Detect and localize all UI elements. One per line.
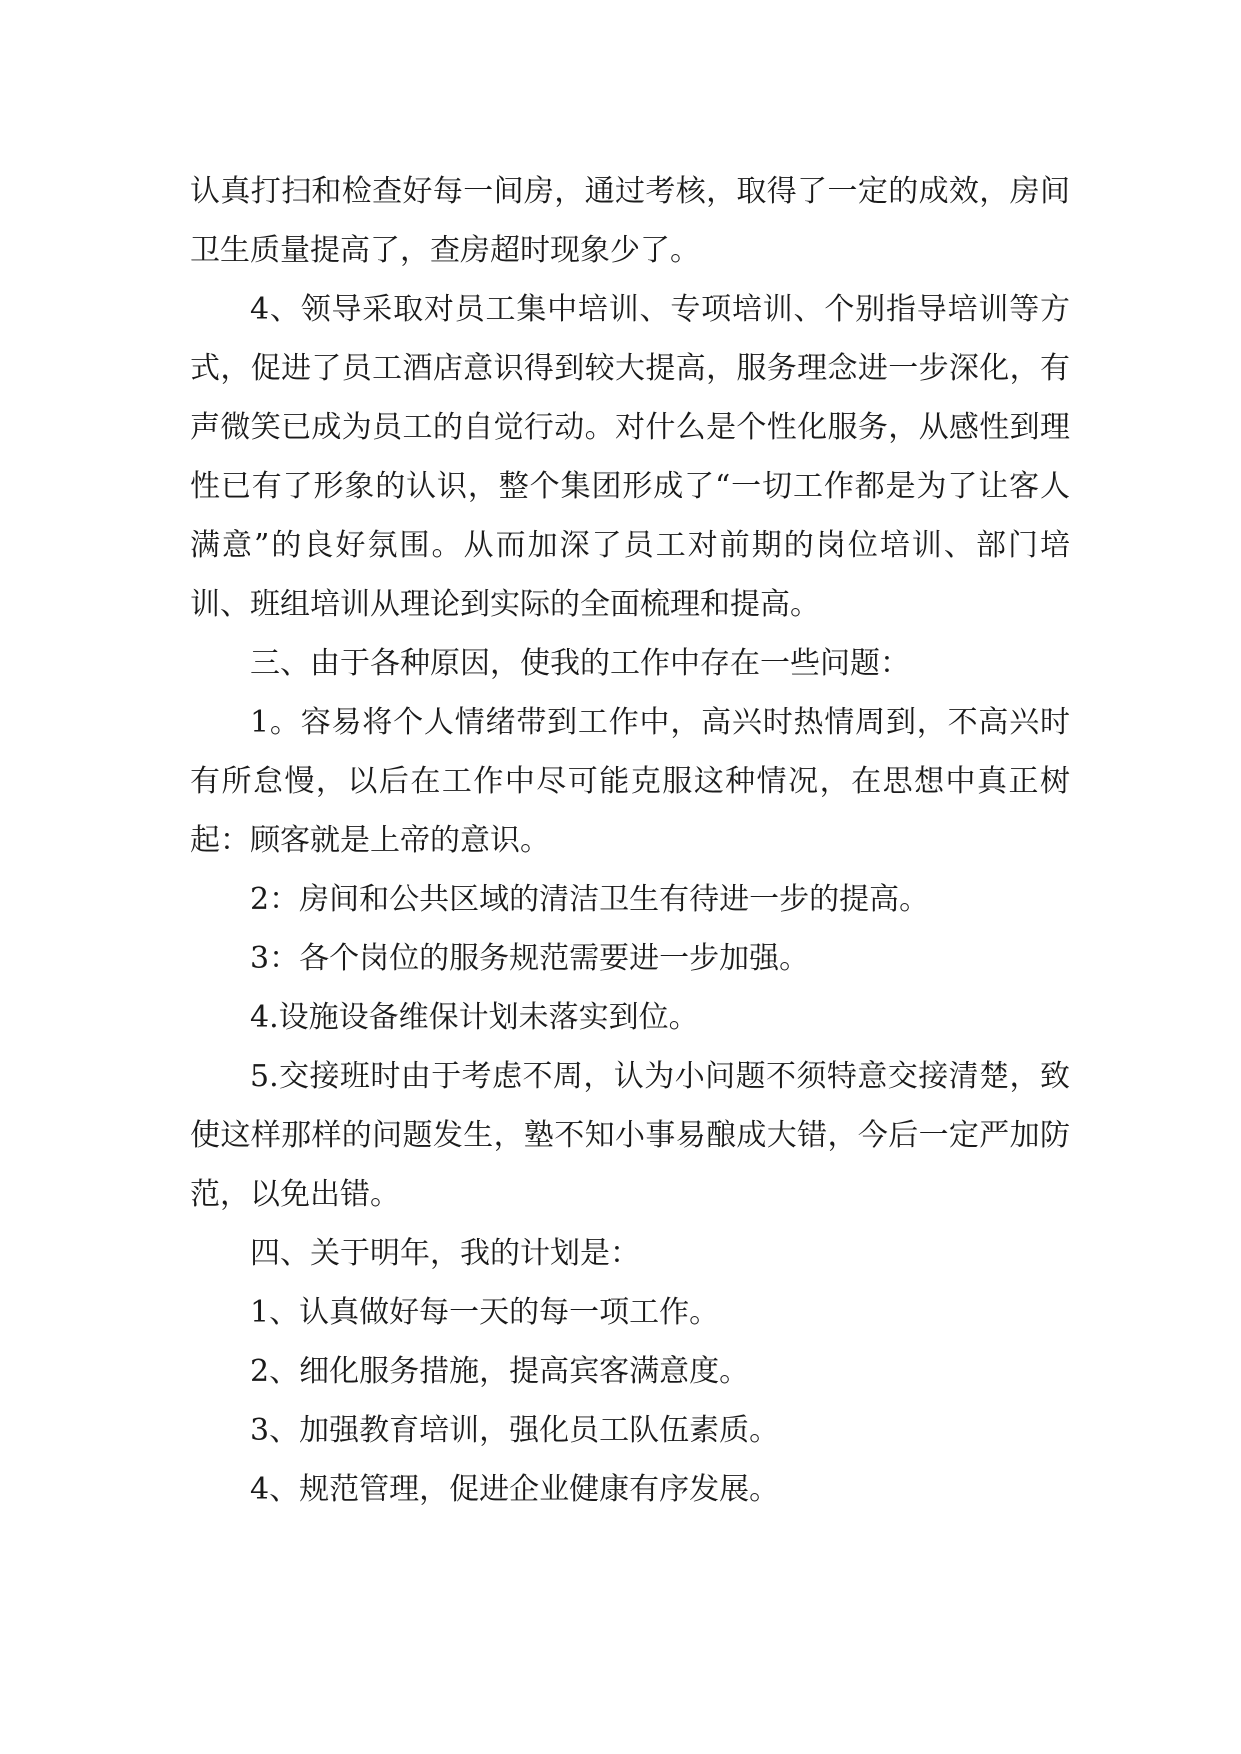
paragraph-training: 4、领导采取对员工集中培训、专项培训、个别指导培训等方式，促进了员工酒店意识得到较大提高，服务理念进一步深化，有声微笑已成为员工的自觉行动。对什么是个性化服务，从感性到理性已有了形象的认识，整个集团形成了“一切工作都是为了让客人满意”的良好氛围。从而加深了员工对前期的岗位培训、部门培训、班组培训从理论到实际的全面梳理和提高。 <box>190 292 1070 622</box>
problem-item-4: 4.设施设备维保计划未落实到位。 <box>250 1000 699 1035</box>
problem-item-2: 2：房间和公共区域的清洁卫生有待进一步的提高。 <box>250 882 930 917</box>
plan-item-1: 1、认真做好每一天的每一项工作。 <box>250 1295 720 1330</box>
problem-item-3: 3：各个岗位的服务规范需要进一步加强。 <box>250 941 810 976</box>
problem-item-5: 5.交接班时由于考虑不周，认为小问题不须特意交接清楚，致使这样那样的问题发生，塾不知小事易酿成大错，今后一定严加防范，以免出错。 <box>190 1059 1070 1212</box>
paragraph-continuation: 认真打扫和检查好每一间房，通过考核，取得了一定的成效，房间卫生质量提高了，查房超时现象少了。 <box>190 174 1070 268</box>
section-heading-plan: 四、关于明年，我的计划是： <box>250 1236 640 1271</box>
document-body <box>190 162 1070 1519</box>
problem-item-1: 1。容易将个人情绪带到工作中，高兴时热情周到，不高兴时有所怠慢，以后在工作中尽可能克服这种情况，在思想中真正树起：顾客就是上帝的意识。 <box>190 705 1070 858</box>
section-heading-problems: 三、由于各种原因，使我的工作中存在一些问题： <box>250 646 910 681</box>
plan-item-4: 4、规范管理，促进企业健康有序发展。 <box>250 1472 780 1507</box>
plan-item-3: 3、加强教育培训，强化员工队伍素质。 <box>250 1413 780 1448</box>
plan-item-2: 2、细化服务措施，提高宾客满意度。 <box>250 1354 750 1389</box>
